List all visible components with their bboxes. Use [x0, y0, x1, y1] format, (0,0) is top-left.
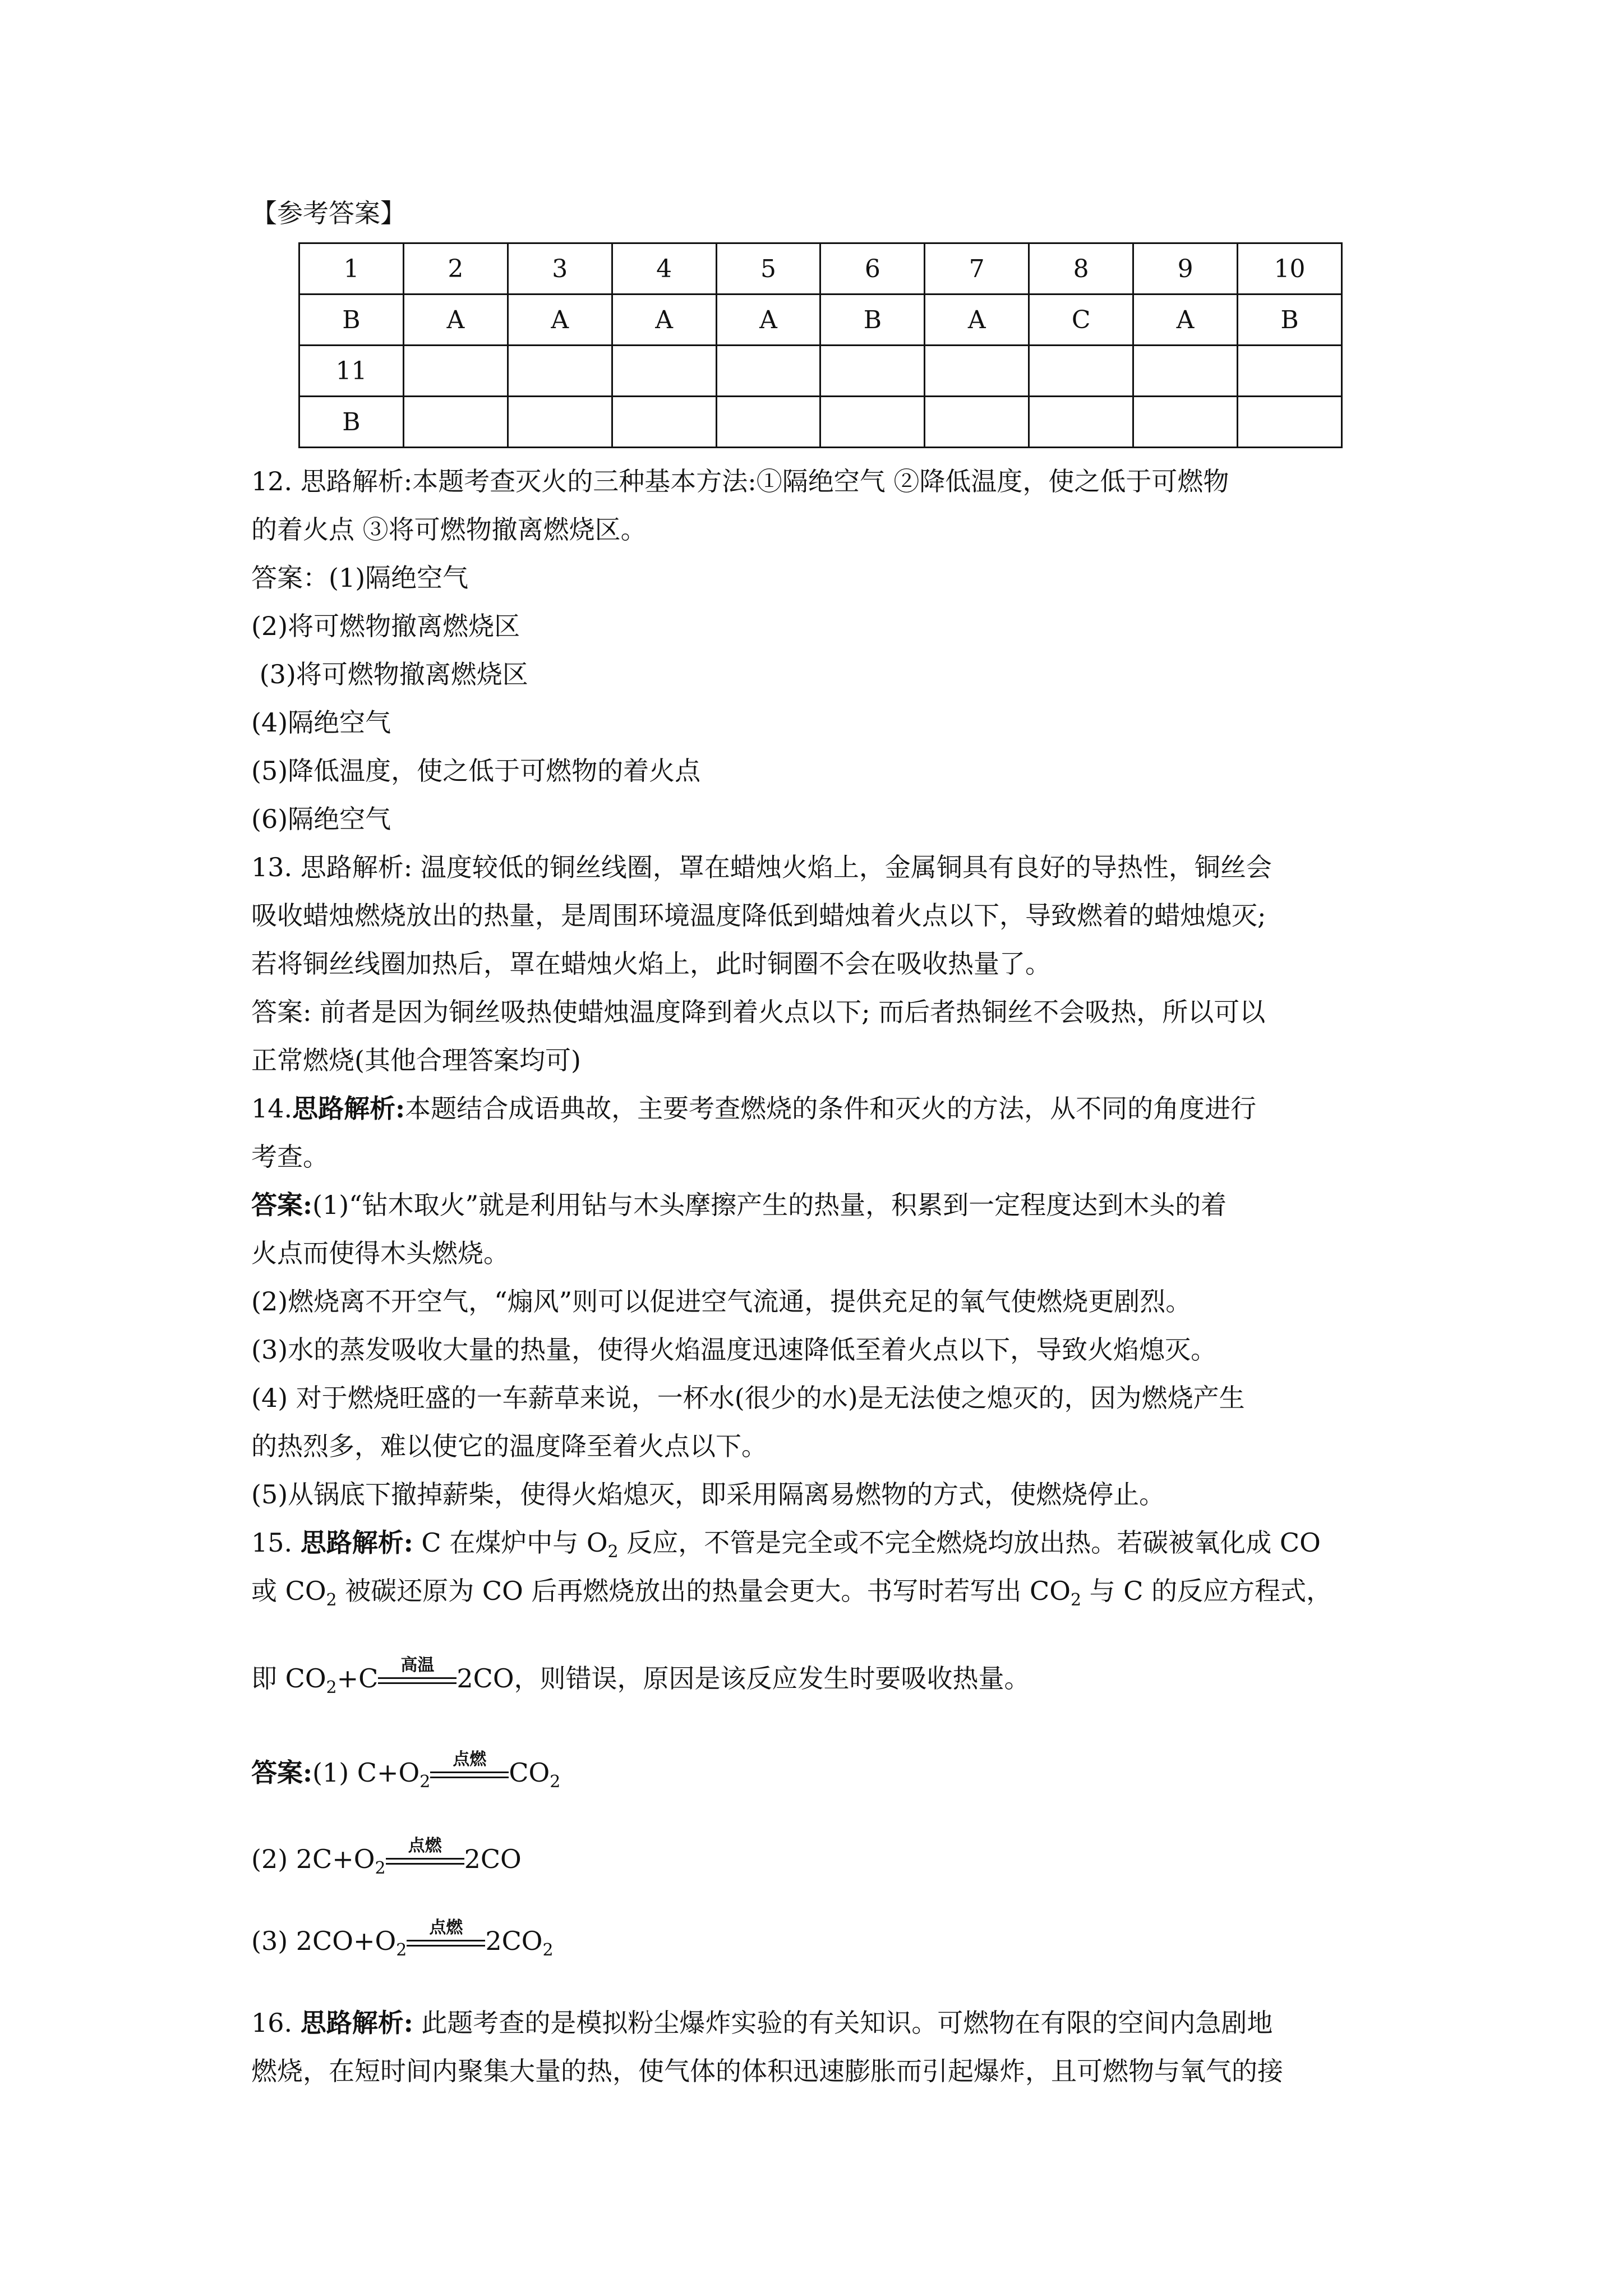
answer-table-cell [1238, 397, 1342, 448]
answer-table-cell: A [612, 295, 716, 346]
q14-answer-2: (2)燃烧离不开空气，“煽风”则可以促进空气流通，提供充足的氧气使燃烧更剧烈。 [251, 1286, 1192, 1317]
q15-text-3: 或 CO [251, 1576, 326, 1606]
q14-answer-5: (5)从锅底下撤掉薪柴，使得火焰熄灭，即采用隔离易燃物的方式，使燃烧停止。 [251, 1479, 1165, 1510]
q14-text: 本题结合成语典故，主要考查燃烧的条件和灭火的方法，从不同的角度进行 [405, 1093, 1257, 1124]
subscript: 2 [326, 1678, 337, 1698]
subscript: 2 [326, 1590, 337, 1611]
answer-table-cell: 6 [820, 243, 925, 295]
q13-line-4: 答案: 前者是因为铜丝吸热使蜡烛温度降到着火点以下; 而后者热铜丝不会吸热，所以可以 [251, 997, 1266, 1027]
reaction-condition: 点燃 [429, 1918, 463, 1938]
answer-table-row [299, 295, 1342, 346]
equals-bar [430, 1772, 509, 1778]
q12-answer-5: (5)降低温度，使之低于可燃物的着火点 [251, 756, 701, 786]
answer-table-cell: B [299, 295, 404, 346]
answer-table-cell: 11 [299, 346, 404, 397]
q16-text-1: 此题考查的是模拟粉尘爆炸实验的有关知识。可燃物在有限的空间内急剧地 [413, 2008, 1273, 2038]
q15-text-1: C 在煤炉中与 O [413, 1527, 608, 1558]
eq2-left: (2) 2C+O [251, 1844, 375, 1874]
q14-answer-4a: (4) 对于燃烧旺盛的一车薪草来说，一杯水(很少的水)是无法使之熄灭的，因为燃烧产生 [251, 1383, 1245, 1413]
answer-table-cell [925, 346, 1029, 397]
q14-answer-4b: 的热烈多，难以使它的温度降至着火点以下。 [251, 1431, 767, 1461]
q15-number: 15. [251, 1527, 301, 1558]
answer-table-cell: B [820, 295, 925, 346]
q13-line-1: 13. 思路解析: 温度较低的铜丝线圈，罩在蜡烛火焰上，金属铜具有良好的导热性，铜丝会 [251, 852, 1272, 882]
equals-bar [378, 1677, 457, 1684]
answer-table-cell [1238, 346, 1342, 397]
q14-line-1 [251, 1092, 1256, 1125]
answer-heading: 【参考答案】 [251, 198, 406, 228]
q14-line-2: 考查。 [251, 1142, 329, 1172]
answer-table-row [299, 346, 1342, 397]
subscript: 2 [419, 1772, 431, 1792]
answer-table-cell: A [403, 295, 508, 346]
answer-table-cell: 1 [299, 243, 404, 295]
q15-text-8: 2CO，则错误，原因是该反应发生时要吸收热量。 [457, 1663, 1030, 1694]
q15-label: 思路解析: [300, 1527, 413, 1558]
answer-table-cell: A [508, 295, 612, 346]
reaction-arrow [386, 1836, 464, 1876]
answer-table-cell: A [1133, 295, 1238, 346]
answer-table-cell: 2 [403, 243, 508, 295]
answer-table-cell [1133, 397, 1238, 448]
equals-bar [407, 1940, 485, 1947]
subscript: 2 [542, 1940, 554, 1961]
q15-text-6: 即 CO [251, 1663, 326, 1694]
reaction-arrow [407, 1918, 485, 1958]
answer-table-cell [820, 397, 925, 448]
q15-line-1 [251, 1526, 1321, 1569]
q14-answer-3: (3)水的蒸发吸收大量的热量，使得火焰温度迅速降低至着火点以下，导致火焰熄灭。 [251, 1335, 1217, 1365]
q14-answer-label: 答案: [251, 1190, 312, 1220]
reaction-condition: 点燃 [408, 1836, 442, 1856]
q12-line-1: 12. 思路解析:本题考查灭火的三种基本方法:①隔绝空气 ②降低温度，使之低于可燃物 [251, 466, 1229, 496]
answer-table-cell [612, 397, 716, 448]
q12-answer-1: 答案：(1)隔绝空气 [251, 563, 469, 593]
answer-table-cell [612, 346, 716, 397]
answer-table [298, 242, 1343, 448]
answer-table-cell [1029, 397, 1133, 448]
q12-answer-3: (3)将可燃物撤离燃烧区 [251, 659, 528, 689]
answer-table-cell [716, 397, 820, 448]
reaction-condition: 高温 [400, 1655, 435, 1675]
q15-line-2 [251, 1574, 1332, 1617]
q13-line-5: 正常燃烧(其他合理答案均可) [251, 1045, 581, 1075]
answer-table-cell: 5 [716, 243, 820, 295]
q14-answer-1a [251, 1188, 1227, 1222]
q15-eq-1 [251, 1750, 561, 1799]
subscript: 2 [1070, 1590, 1082, 1611]
q15-text-7: +C [336, 1663, 379, 1694]
q15-text-4: 被碳还原为 CO 后再燃烧放出的热量会更大。书写时若写出 CO [336, 1576, 1071, 1606]
answer-table-cell [508, 346, 612, 397]
q14-answer-1b: 火点而使得木头燃烧。 [251, 1238, 509, 1268]
answer-table-row [299, 397, 1342, 448]
answer-table-cell: A [925, 295, 1029, 346]
equals-bar [386, 1858, 464, 1865]
subscript: 2 [550, 1772, 561, 1792]
answer-table-cell [1029, 346, 1133, 397]
answer-table-cell: 3 [508, 243, 612, 295]
answer-table-cell: 9 [1133, 243, 1238, 295]
q12-answer-4: (4)隔绝空气 [251, 707, 391, 738]
eq1-left: (1) C+O [312, 1757, 420, 1788]
answer-table-cell: A [716, 295, 820, 346]
answer-table-cell: 8 [1029, 243, 1133, 295]
q16-number: 16. [251, 2008, 301, 2038]
q15-eq-3 [251, 1918, 554, 1967]
answer-table-cell [508, 397, 612, 448]
eq3-left: (3) 2CO+O [251, 1926, 396, 1956]
reaction-condition: 点燃 [453, 1750, 487, 1769]
q13-line-3: 若将铜丝线圈加热后，罩在蜡烛火焰上，此时铜圈不会在吸收热量了。 [251, 949, 1051, 979]
q15-line-3 [251, 1655, 1030, 1705]
q15-eq-2 [251, 1836, 522, 1885]
answer-table-cell: B [299, 397, 404, 448]
answer-table-cell: B [1238, 295, 1342, 346]
answer-table-cell [403, 397, 508, 448]
q15-text-5: 与 C 的反应方程式， [1081, 1576, 1332, 1606]
answer-table-cell: C [1029, 295, 1133, 346]
answer-table-cell [925, 397, 1029, 448]
eq2-right: 2CO [464, 1844, 522, 1874]
q13-line-2: 吸收蜡烛燃烧放出的热量，是周围环境温度降低到蜡烛着火点以下，导致燃着的蜡烛熄灭; [251, 900, 1266, 931]
subscript: 2 [396, 1940, 407, 1961]
q12-answer-6: (6)隔绝空气 [251, 804, 391, 834]
q14-number: 14. [251, 1093, 293, 1124]
reaction-arrow [378, 1655, 457, 1695]
answer-table-row [299, 243, 1342, 295]
q16-label: 思路解析: [300, 2008, 413, 2038]
answer-table-cell [716, 346, 820, 397]
subscript: 2 [607, 1542, 619, 1562]
answer-table-cell: 4 [612, 243, 716, 295]
reaction-arrow [430, 1750, 509, 1789]
answer-table-cell [403, 346, 508, 397]
q12-line-2: 的着火点 ③将可燃物撤离燃烧区。 [251, 514, 647, 545]
answer-table-cell: 7 [925, 243, 1029, 295]
eq1-right: CO [509, 1757, 550, 1788]
q15-text-2: 反应，不管是完全或不完全燃烧均放出热。若碳被氧化成 CO [618, 1527, 1321, 1558]
q16-line-1 [251, 2006, 1272, 2040]
q14-answer-1a-text: (1)“钻木取火”就是利用钻与木头摩擦产生的热量，积累到一定程度达到木头的着 [312, 1190, 1227, 1220]
answer-table-cell: 10 [1238, 243, 1342, 295]
answer-table-cell [1133, 346, 1238, 397]
q12-answer-2: (2)将可燃物撤离燃烧区 [251, 611, 520, 641]
q14-label: 思路解析: [292, 1093, 405, 1124]
answer-table-cell [820, 346, 925, 397]
eq3-right: 2CO [485, 1926, 543, 1956]
subscript: 2 [375, 1858, 386, 1879]
q16-line-2: 燃烧，在短时间内聚集大量的热，使气体的体积迅速膨胀而引起爆炸，且可燃物与氧气的接 [251, 2056, 1283, 2086]
q15-answer-label: 答案: [251, 1757, 312, 1788]
